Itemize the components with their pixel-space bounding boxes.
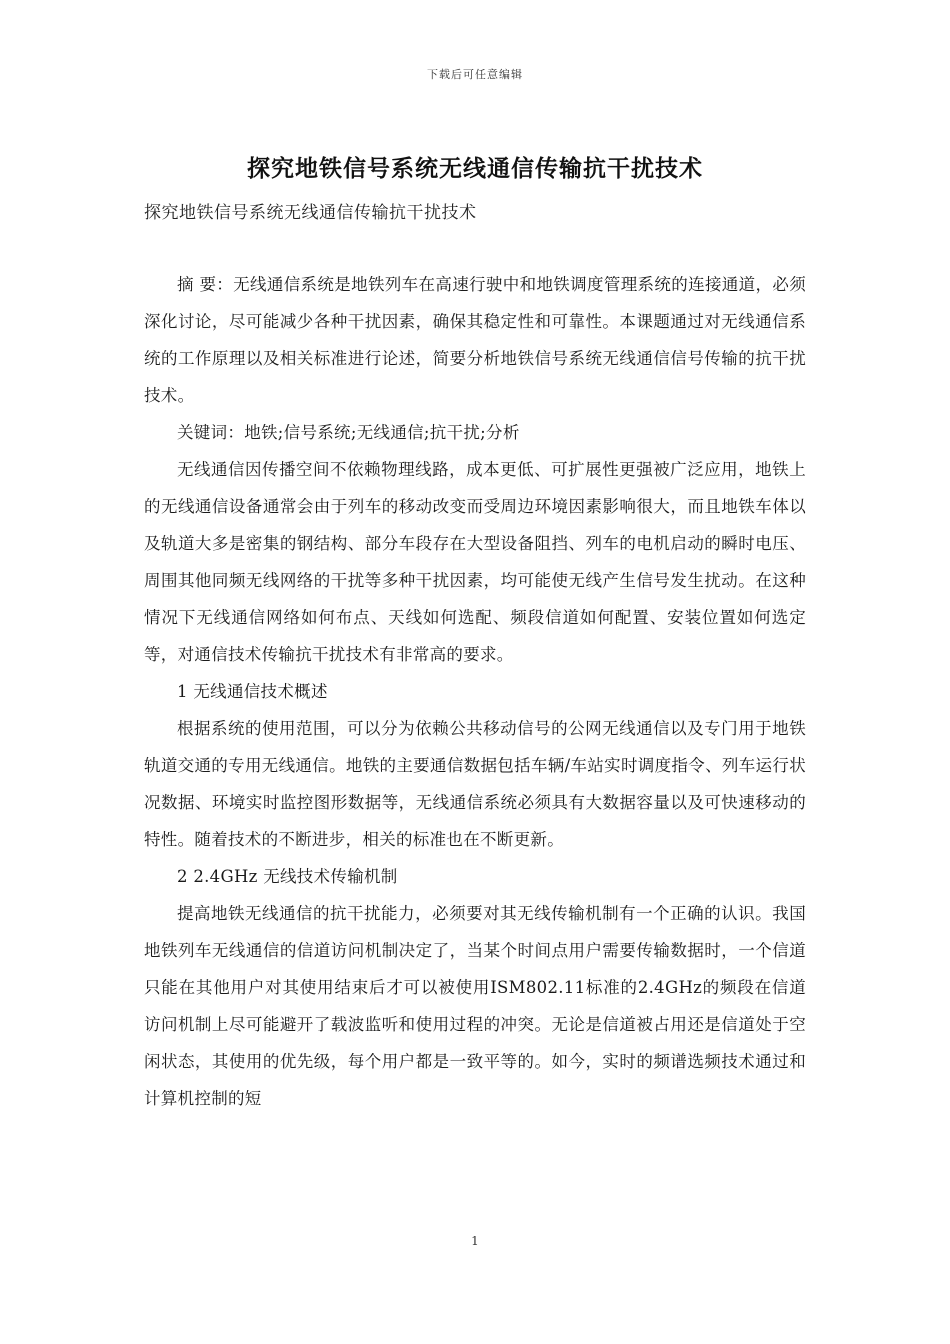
keywords-paragraph: 关键词：地铁;信号系统;无线通信;抗干扰;分析 [177,423,520,442]
section-1-paragraph: 根据系统的使用范围，可以分为依赖公共移动信号的公网无线通信以及专门用于地铁轨道交通的专用无线通信。地铁的主要通信数据包括车辆/车站实时调度指令、列车运行状况数据、环境实时监控图形数据等，无线通信系统必须具有大数据容量以及可快速移动的特性。随着技术的不断进步，相关的标准也在不断更新。 [144,719,806,849]
document-body [144,266,806,1117]
document-subtitle: 探究地铁信号系统无线通信传输抗干扰技术 [144,203,477,223]
section-heading-2: 2 2.4GHz 无线技术传输机制 [177,867,398,886]
abstract-paragraph: 摘 要：无线通信系统是地铁列车在高速行驶中和地铁调度管理系统的连接通道，必须深化讨论，尽可能减少各种干扰因素，确保其稳定性和可靠性。本课题通过对无线通信系统的工作原理以及相关标准进行论述，简要分析地铁信号系统无线通信信号传输的抗干扰技术。 [144,275,806,405]
header-note: 下载后可任意编辑 [427,68,523,81]
intro-paragraph: 无线通信因传播空间不依赖物理线路，成本更低、可扩展性更强被广泛应用，地铁上的无线通信设备通常会由于列车的移动改变而受周边环境因素影响很大，而且地铁车体以及轨道大多是密集的钢结构、部分车段存在大型设备阻挡、列车的电机启动的瞬时电压、周围其他同频无线网络的干扰等多种干扰因素，均可能使无线产生信号发生扰动。在这种情况下无线通信网络如何布点、天线如何选配、频段信道如何配置、安装位置如何选定等，对通信技术传输抗干扰技术有非常高的要求。 [144,460,806,664]
document-title: 探究地铁信号系统无线通信传输抗干扰技术 [247,155,703,182]
page-number: 1 [471,1234,479,1248]
section-heading-1: 1 无线通信技术概述 [177,682,328,701]
section-2-paragraph: 提高地铁无线通信的抗干扰能力，必须要对其无线传输机制有一个正确的认识。我国地铁列车无线通信的信道访问机制决定了，当某个时间点用户需要传输数据时，一个信道只能在其他用户对其使用结束后才可以被使用ISM802.11标准的2.4GHz的频段在信道访问机制上尽可能避开了载波监听和使用过程的冲突。无论是信道被占用还是信道处于空闲状态，其使用的优先级，每个用户都是一致平等的。如今，实时的频谱选频技术通过和计算机控制的短 [144,904,806,1108]
